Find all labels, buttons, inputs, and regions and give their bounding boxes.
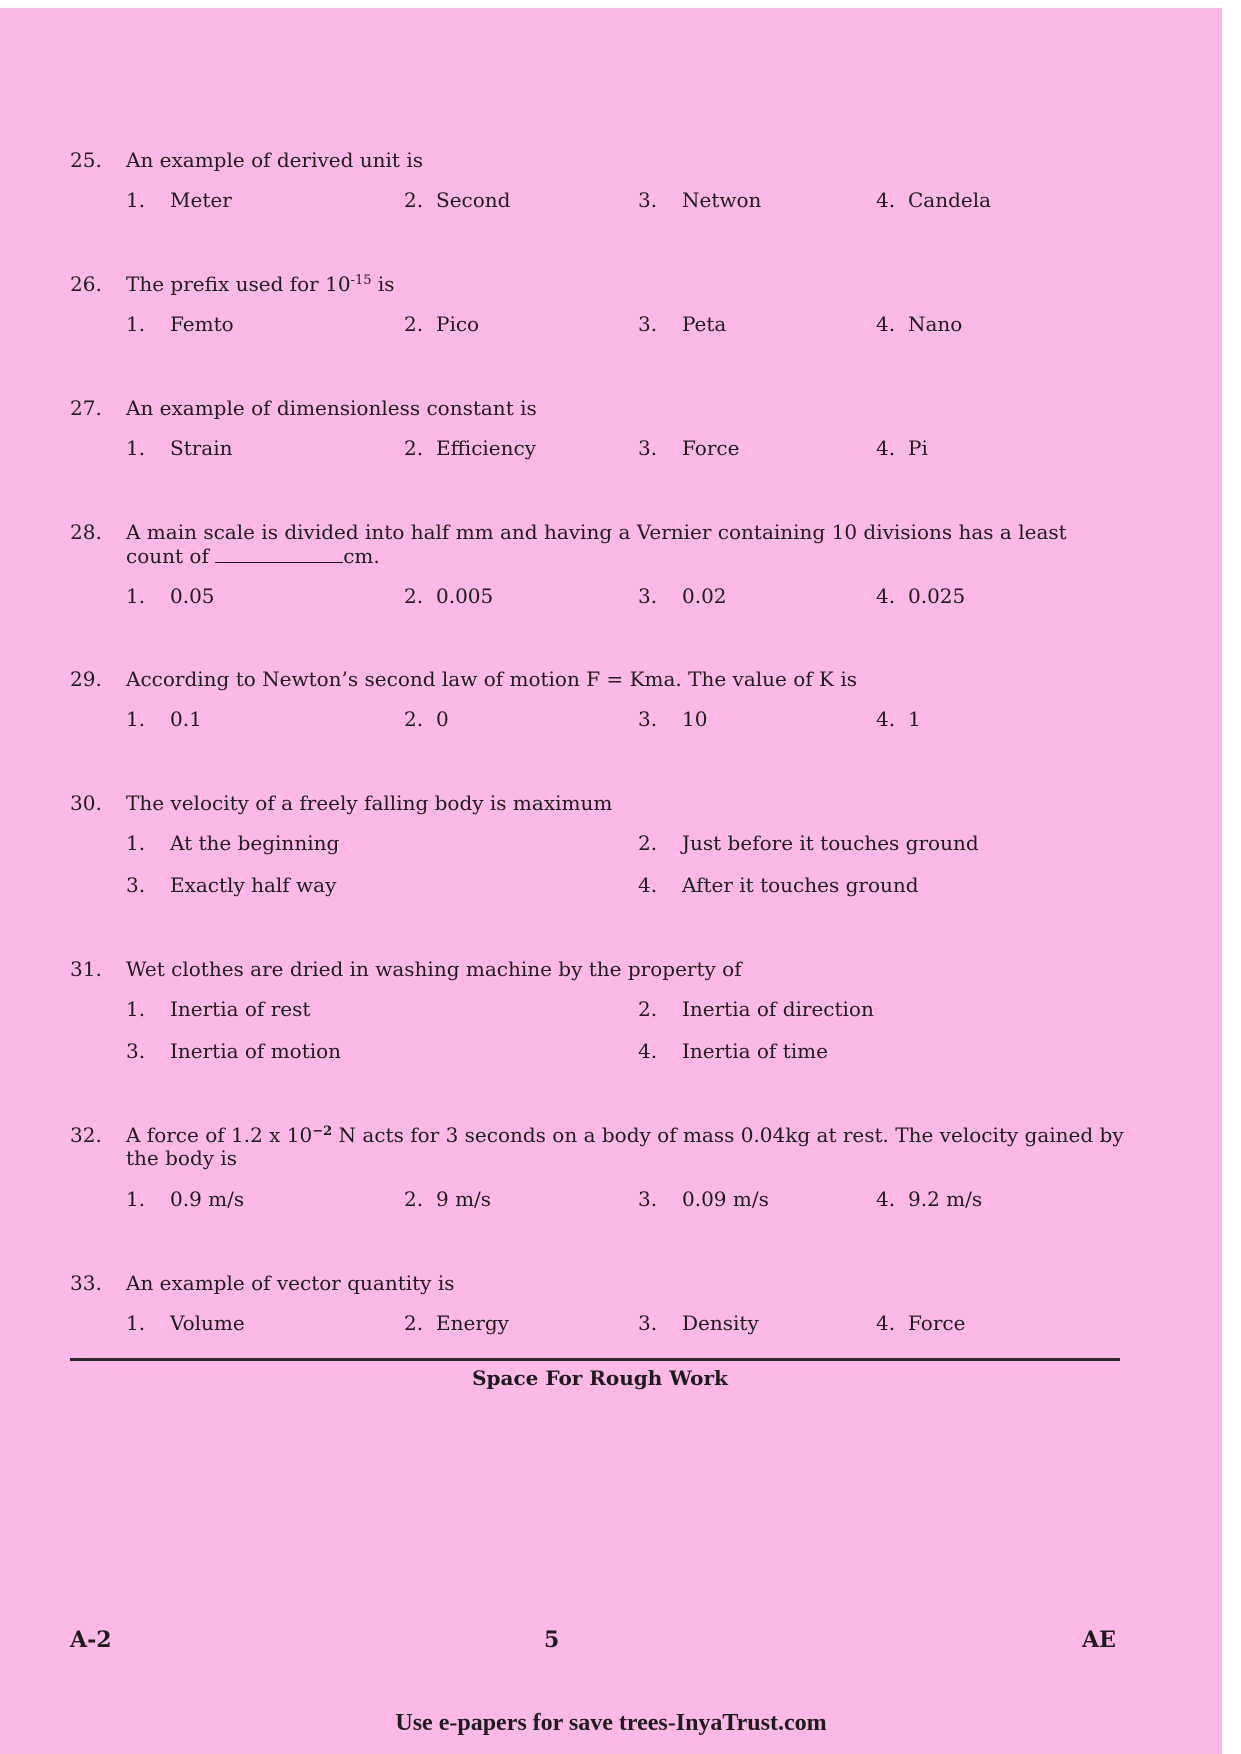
question-text: An example of vector quantity is xyxy=(126,1271,455,1295)
option-3: 3. 10 xyxy=(638,707,708,731)
options-row xyxy=(126,832,1126,860)
options-row xyxy=(126,313,1126,341)
watermark-text: Use e-papers for save trees-InyaTrust.com xyxy=(395,1710,827,1736)
option-2: 2. 9 m/s xyxy=(404,1187,492,1211)
option-2: 2. Second xyxy=(404,188,511,212)
question-number: 28. xyxy=(70,520,102,544)
question-number: 33. xyxy=(70,1271,102,1295)
option-1: 1. 0.05 xyxy=(126,584,215,608)
option-2: 2. Just before it touches ground xyxy=(638,831,979,855)
question-text: An example of dimensionless constant is xyxy=(126,396,537,420)
options-row xyxy=(126,585,1126,613)
options-row xyxy=(126,708,1126,736)
option-3: 3. 0.09 m/s xyxy=(638,1187,769,1211)
question-text: A force of 1.2 x $10^{-2}$ N acts for 3 seconds on a body of mass 0.04kg at rest. The velocity gained by the body is xyxy=(126,1123,1124,1170)
question-number: 25. xyxy=(70,148,102,172)
option-1: 1. 0.9 m/s xyxy=(126,1187,245,1211)
option-2: 2. Energy xyxy=(404,1311,509,1335)
option-2: 2. 0 xyxy=(404,707,449,731)
option-3: 3. Netwon xyxy=(638,188,762,212)
options-row xyxy=(126,1188,1126,1216)
option-2: 2. Efficiency xyxy=(404,436,537,460)
footer-paper-code: A-2 xyxy=(70,1627,112,1653)
question-number: 27. xyxy=(70,396,102,420)
answer-blank xyxy=(215,544,343,563)
option-1: 1. Volume xyxy=(126,1311,245,1335)
option-4: 4. Pi xyxy=(876,436,928,460)
question-text: The velocity of a freely falling body is maximum xyxy=(126,791,613,815)
question-number: 26. xyxy=(70,272,102,296)
option-3: 3. Peta xyxy=(638,312,727,336)
footer-page-number: 5 xyxy=(544,1627,560,1653)
options-row xyxy=(126,189,1126,217)
option-3: 3. Inertia of motion xyxy=(126,1039,342,1063)
question-text: According to Newton’s second law of motion F = Kma. The value of K is xyxy=(126,667,857,691)
options-row xyxy=(126,998,1126,1026)
option-2: 2. 0.005 xyxy=(404,584,494,608)
option-3: 3. Force xyxy=(638,436,740,460)
option-1: 1. 0.1 xyxy=(126,707,202,731)
question-number: 31. xyxy=(70,957,102,981)
option-4: 4. Nano xyxy=(876,312,963,336)
options-row xyxy=(126,874,1126,902)
option-1: 1. Meter xyxy=(126,188,232,212)
footer-subject-code: AE xyxy=(1082,1627,1116,1653)
question-number: 30. xyxy=(70,791,102,815)
options-row xyxy=(126,1040,1126,1068)
options-row xyxy=(126,1312,1126,1340)
option-1: 1. Strain xyxy=(126,436,233,460)
option-3: 3. Density xyxy=(638,1311,759,1335)
option-4: 4. 1 xyxy=(876,707,921,731)
question-number: 29. xyxy=(70,667,102,691)
section-divider xyxy=(70,1358,1120,1361)
option-4: 4. Inertia of time xyxy=(638,1039,828,1063)
question-text: A main scale is divided into half mm and having a Vernier containing 10 divisions has a least count of cm. xyxy=(126,520,1067,568)
option-3: 3. Exactly half way xyxy=(126,873,337,897)
option-3: 3. 0.02 xyxy=(638,584,727,608)
option-4: 4. Candela xyxy=(876,188,992,212)
rough-work-label: Space For Rough Work xyxy=(472,1366,728,1390)
question-text: The prefix used for $10^{-15}$ is xyxy=(126,272,395,296)
question-text: An example of derived unit is xyxy=(126,148,423,172)
option-2: 2. Inertia of direction xyxy=(638,997,874,1021)
option-1: 1. At the beginning xyxy=(126,831,340,855)
option-1: 1. Femto xyxy=(126,312,234,336)
option-1: 1. Inertia of rest xyxy=(126,997,311,1021)
option-4: 4. 0.025 xyxy=(876,584,966,608)
options-row xyxy=(126,437,1126,465)
option-4: 4. Force xyxy=(876,1311,966,1335)
option-4: 4. After it touches ground xyxy=(638,873,919,897)
option-2: 2. Pico xyxy=(404,312,480,336)
option-4: 4. 9.2 m/s xyxy=(876,1187,983,1211)
question-number: 32. xyxy=(70,1123,102,1147)
question-text: Wet clothes are dried in washing machine by the property of xyxy=(126,957,742,981)
